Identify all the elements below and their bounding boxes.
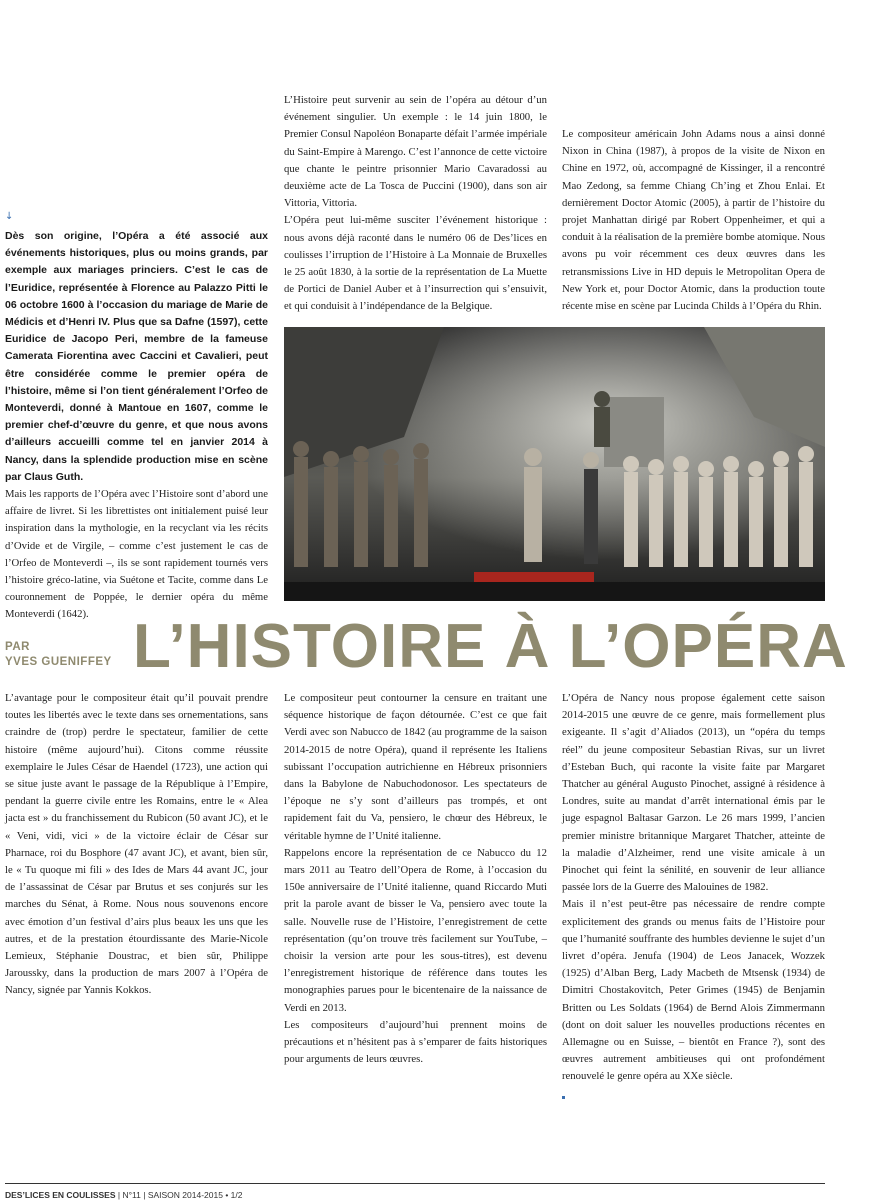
- paragraph: Les compositeurs d’aujourd’hui prennent moins de précautions et n’hésitent pas à s’emparer de faits historiques pour arguments de leurs œuvres.: [284, 1018, 547, 1066]
- opera-stage-photo: [284, 327, 825, 601]
- paragraph: L’avantage pour le compositeur était qu’il pouvait prendre toutes les libertés avec le texte dans ses ornementations, sans craindre de (trop) perdre le spectateur, familier de cette histoire (même aujourd’hui). Citons comme réussite exemplaire le Jules César de Haendel (1723), une action qui se situe juste avant le passage de la République à l’Empire, pendant la guerre civile entre les Romains, entre le « Alea jacta est » du franchissement du Rubicon (50 avant JC), et le « Veni, vidi, vici » de la victoire éclair de César sur Pharnace, roi du Bosphore (47 avant JC), et avant, bien sûr, le « Tu quoque mi fili » des Ides de Mars 44 avant JC, jour de l’assassinat de César par Brutus et ses conjurés sur les marches du Sénat, à Rome. Nous nous souvenons encore avec émotion d’un festival d’airs plus beaux les uns que les autres, et de la prestation étourdissante des Marie-Nicole Lemieux, Stéphanie Doustrac, et bien sûr, Philippe Jaroussky, dans la production de mars 2007 à l’Opéra de Nancy, signée par Yannis Kokkos.: [5, 692, 268, 997]
- article-title: L’HISTOIRE À L’OPÉRA: [133, 612, 848, 681]
- end-of-article-marker: [562, 1096, 565, 1099]
- paragraph: Mais il n’est peut-être pas nécessaire de rendre compte explicitement des grands ou menus faits de l’Histoire pour que l’humanité souffrante des humbles devienne le sujet d’un livret d’opéra. Jenufa (1904) de Leos Janacek, Wozzek (1925) d’Alban Berg, Lady Macbeth de Mtsensk (1934) de Dimitri Chostakovitch, Peter Grimes (1945) de Benjamin Britten ou Les Soldats (1964) de Bernd Alois Zimmermann (dont on doit saluer les nouvelles productions récentes en Allemagne ou en Suisse, – bientôt en France ?), sont des œuvres autrement ambitieuses qui ont profondément renouvelé le genre opéra au XXe siècle.: [562, 898, 825, 1083]
- paragraph: L’Opéra peut lui-même susciter l’événement historique : nous avons déjà raconté dans le numéro 06 de Des’lices en coulisses l’irruption de l’Histoire à La Monnaie de Bruxelles le 25 août 1830, à la sortie de la représentation de La Muette de Portici de Daniel Auber et à l’insurrection qui s’ensuivit, et qui conduisit à l’indépendance de la Belgique.: [284, 214, 547, 313]
- footer-rule: [5, 1183, 825, 1184]
- issue-number: N°11: [122, 1190, 141, 1200]
- paragraph: L’Histoire peut survenir au sein de l’opéra au détour d’un événement singulier. Un exemple : le 14 juin 1800, le Premier Consul Napoléon Bonaparte défait l’armée impériale du Saint-Empire à Marengo. C’est l’annonce de cette victoire que chante le peintre prisonnier Mario Cavaradossi au deuxième acte de La Tosca de Puccini (1900), dans son air Vittoria, Vittoria.: [284, 94, 547, 210]
- column-1-bottom: [5, 690, 268, 1000]
- stage-scene-illustration: [284, 327, 825, 601]
- byline-prefix: PAR: [5, 641, 30, 653]
- lead-paragraph: Dès son origine, l’Opéra a été associé aux événements historiques, plus ou moins grands, par exemple aux mariages princiers. C’est le cas de l’Euridice, représentée à Florence au Palazzo Pitti le 06 octobre 1600 à l’occasion du mariage de Marie de Médicis et d’Henri IV. Plus que sa Dafne (1597), cette Euridice de Jacopo Peri, membre de la fameuse Camerata Fiorentina avec Caccini et Cavalieri, peut être considérée comme le premier opéra de l’histoire, même si l’on tient généralement l’Orfeo de Monteverdi, donné à Mantoue en 1607, comme le premier chef-d’œuvre du genre, et que nous avons d’ailleurs accueilli comme tel en janvier 2014 à Nancy, dans la splendide production mise en scène par Claus Guth.: [5, 230, 268, 483]
- season-label: SAISON 2014-2015: [147, 1190, 223, 1200]
- byline: [5, 640, 125, 670]
- author-name: YVES GUENIFFEY: [5, 656, 112, 668]
- column-3-bottom: [562, 690, 825, 1103]
- paragraph: Le compositeur américain John Adams nous a ainsi donné Nixon in China (1987), à propos de la visite de Nixon en Chine en 1972, où, accompagné de Kissinger, il a rencontré Mao Zedong, sa femme Chiang Ch’ing et Zhou Enlai. Et dernièrement Doctor Atomic (2005), à partir de l’histoire du projet Manhattan dirigé par Robert Oppenheimer, et qui a conduit à la réalisation de la première bombe atomique. Nous avons pu voir récemment ces deux œuvres dans les retransmissions Live in HD depuis le Metropolitan Opera de New York et, pour Doctor Atomic, dans la production toute récente mise en scène par Lucinda Childs à l’Opéra du Rhin.: [562, 128, 825, 313]
- paragraph: Le compositeur peut contourner la censure en traitant une séquence historique de façon détournée. C’est ce que fait Verdi avec son Nabucco de 1842 (au programme de la saison 2014-2015 de notre Opéra), quand il représente les Italiens subissant l’occupation autrichienne en Hébreux prisonniers dans la Babylone de Nabuchodonosor. Les spectateurs de l’époque ne s’y sont d’ailleurs pas trompés, et ont rapidement fait du Va, pensiero, le chœur des Hébreux, le véritable hymne de l’Unité italienne.: [284, 692, 547, 842]
- column-2-bottom: [284, 690, 547, 1068]
- column-1-top: [5, 228, 268, 624]
- column-2-top: [284, 92, 547, 316]
- paragraph: Mais les rapports de l’Opéra avec l’Histoire sont d’abord une affaire de livret. Si les librettistes ont initialement puisé leur inspiration dans la mythologie, en la recyclant via les récits d’Ovide et de Virgile, – comme c’est justement le cas de l’Orfeo de Monteverdi –, ils se sont rapidement tournés vers l’histoire gréco-latine, via Suétone et Tacite, comme dans Le couronnement de Poppée, le dernier opéra du même Monteverdi (1642).: [5, 488, 268, 621]
- page-number: 1/2: [230, 1190, 243, 1200]
- down-arrow-icon: ↓: [5, 211, 14, 222]
- magazine-name: DES’LICES EN COULISSES: [5, 1190, 116, 1200]
- paragraph: Rappelons encore la représentation de ce Nabucco du 12 mars 2011 au Teatro dell’Opera de Rome, à l’occasion du 150e anniversaire de l’Unité italienne, quand Riccardo Muti prit la parole avant de bisser le Va, pensiero avec toute la salle. Nouvelle ruse de l’Histoire, l’enregistrement de cette représentation (qu’on trouve très facilement sur YouTube, – choisir la version arte pour les sous-titres), est devenu l’enregistrement historique de référence dans toutes les monographies parues pour le bicentenaire de la naissance de Verdi en 2013.: [284, 846, 547, 1014]
- column-3-top: [562, 126, 825, 315]
- paragraph: L’Opéra de Nancy nous propose également cette saison 2014-2015 une œuvre de ce genre, mais formellement plus exigeante. Il s’agit d’Aliados (2013), un “opéra du temps réel” du jeune compositeur Sebastian Rivas, sur un livret d’Esteban Buch, qui raconte la visite faite par Margaret Thatcher au général Augusto Pinochet, assigné à résidence à Londres, suite au mandat d’arrêt international émis par le juge espagnol Baltasar Garzon. Le 26 mars 1999, l’ancien premier ministre britannique Margaret Thatcher, atteinte de la maladie d’Alzheimer, rend une visite amicale à un Pinochet qui feint la sénilité, en souvenir de leur alliance passée lors de la Guerre des Malouines de 1982.: [562, 692, 825, 894]
- page-footer: DES’LICES EN COULISSES | N°11 | SAISON 2014-2015 • 1/2: [5, 1190, 243, 1200]
